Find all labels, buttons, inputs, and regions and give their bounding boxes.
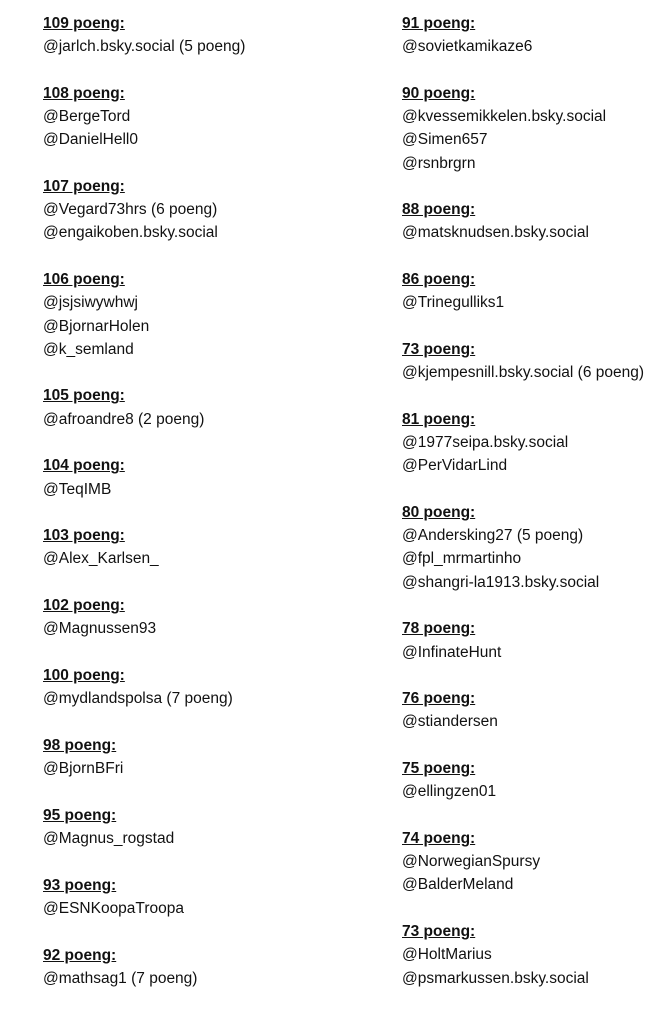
left-column <box>43 12 373 1014</box>
score-group <box>402 757 657 803</box>
user-handle: @jarlch.bsky.social (5 poeng) <box>43 38 246 56</box>
user-handle: @InfinateHunt <box>402 643 502 661</box>
user-handle: @Alex_Karlsen_ <box>43 550 159 568</box>
score-group <box>402 617 657 663</box>
user-handle: @psmarkussen.bsky.social <box>402 969 589 987</box>
user-handle: @sovietkamikaze6 <box>402 38 533 56</box>
score-heading: 74 poeng: <box>402 830 476 848</box>
score-group <box>43 175 373 245</box>
score-group <box>43 384 373 430</box>
score-heading: 95 poeng: <box>43 806 117 824</box>
score-heading: 100 poeng: <box>43 667 125 685</box>
user-handle: @stiandersen <box>402 713 498 731</box>
score-heading: 76 poeng: <box>402 690 476 708</box>
score-group <box>43 82 373 152</box>
score-group <box>402 408 657 478</box>
user-handle: @Vegard73hrs (6 poeng) <box>43 201 218 219</box>
score-heading: 92 poeng: <box>43 946 117 964</box>
score-group <box>43 874 373 920</box>
score-group <box>402 687 657 733</box>
score-group <box>402 501 657 594</box>
score-group <box>402 12 657 58</box>
score-group <box>402 268 657 314</box>
score-group <box>43 524 373 570</box>
user-handle: @Simen657 <box>402 131 488 149</box>
user-handle: @ESNKoopaTroopa <box>43 899 184 917</box>
score-heading: 93 poeng: <box>43 876 117 894</box>
user-handle: @k_semland <box>43 340 134 358</box>
score-group <box>43 268 373 361</box>
score-heading: 73 poeng: <box>402 923 476 941</box>
user-handle: @engaikoben.bsky.social <box>43 224 218 242</box>
user-handle: @BalderMeland <box>402 876 514 894</box>
user-handle: @PerVidarLind <box>402 457 508 475</box>
score-heading: 86 poeng: <box>402 271 476 289</box>
right-column <box>402 12 657 1013</box>
score-heading: 109 poeng: <box>43 15 125 32</box>
user-handle: @Magnus_rogstad <box>43 830 175 848</box>
score-heading: 73 poeng: <box>402 341 476 359</box>
score-heading: 108 poeng: <box>43 84 125 102</box>
user-handle: @matsknudsen.bsky.social <box>402 224 589 242</box>
user-handle: @TeqIMB <box>43 480 112 498</box>
user-handle: @Trinegulliks1 <box>402 294 505 312</box>
user-handle: @BjornBFri <box>43 760 124 778</box>
score-heading: 88 poeng: <box>402 201 476 219</box>
user-handle: @Magnussen93 <box>43 620 157 638</box>
user-handle: @HoltMarius <box>402 946 492 964</box>
user-handle: @ellingzen01 <box>402 783 497 801</box>
score-group <box>43 594 373 640</box>
score-heading: 103 poeng: <box>43 527 125 545</box>
score-group <box>43 734 373 780</box>
score-group <box>43 454 373 500</box>
score-group <box>43 944 373 990</box>
user-handle: @afroandre8 (2 poeng) <box>43 410 205 428</box>
score-heading: 78 poeng: <box>402 620 476 638</box>
score-heading: 107 poeng: <box>43 178 125 196</box>
user-handle: @BjornarHolen <box>43 317 150 335</box>
score-group <box>43 664 373 710</box>
user-handle: @fpl_mrmartinho <box>402 550 522 568</box>
user-handle: @shangri-la1913.bsky.social <box>402 573 600 591</box>
user-handle: @NorwegianSpursy <box>402 853 541 871</box>
score-heading: 81 poeng: <box>402 410 476 428</box>
user-handle: @Andersking27 (5 poeng) <box>402 527 584 545</box>
score-group <box>402 827 657 897</box>
user-handle: @BergeTord <box>43 108 131 126</box>
score-group <box>402 198 657 244</box>
score-heading: 104 poeng: <box>43 457 125 475</box>
user-handle: @mydlandspolsa (7 poeng) <box>43 690 233 708</box>
user-handle: @rsnbrgrn <box>402 154 476 172</box>
user-handle: @mathsag1 (7 poeng) <box>43 969 198 987</box>
score-heading: 105 poeng: <box>43 387 125 405</box>
score-heading: 102 poeng: <box>43 597 125 615</box>
score-heading: 91 poeng: <box>402 15 476 32</box>
score-heading: 98 poeng: <box>43 736 117 754</box>
user-handle: @1977seipa.bsky.social <box>402 434 569 452</box>
user-handle: @kjempesnill.bsky.social (6 poeng) <box>402 364 645 382</box>
score-heading: 90 poeng: <box>402 84 476 102</box>
score-group <box>43 804 373 850</box>
score-heading: 106 poeng: <box>43 271 125 289</box>
score-heading: 75 poeng: <box>402 760 476 778</box>
score-group <box>402 920 657 990</box>
score-group <box>43 12 373 58</box>
score-heading: 80 poeng: <box>402 504 476 522</box>
user-handle: @jsjsiwywhwj <box>43 294 138 312</box>
score-group <box>402 82 657 175</box>
score-group <box>402 338 657 384</box>
user-handle: @DanielHell0 <box>43 131 138 149</box>
user-handle: @kvessemikkelen.bsky.social <box>402 108 607 126</box>
